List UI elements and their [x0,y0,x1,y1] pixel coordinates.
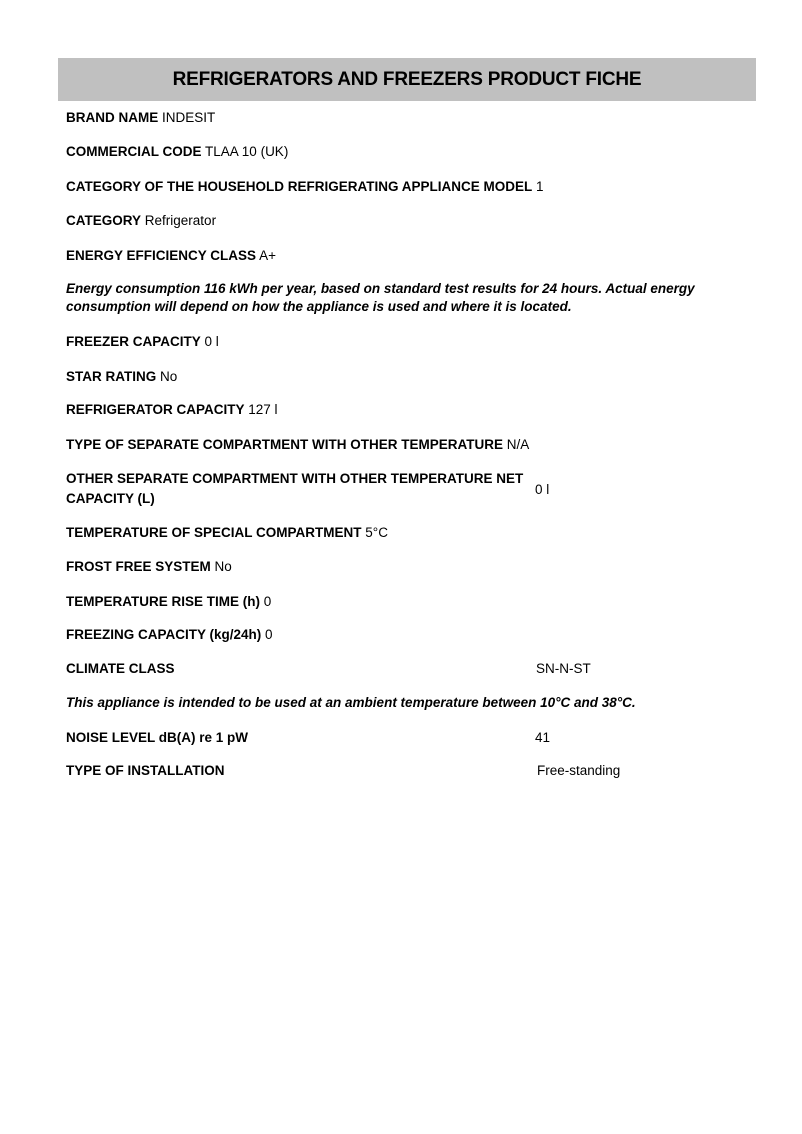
category-model-row [66,178,544,196]
star-rating-label: STAR RATING [66,369,157,384]
energy-consumption-note: Energy consumption 116 kWh per year, based on standard test results for 24 hours. Actual energy consumption will depend on how the appliance is used and where it is located. [66,281,695,314]
noise-level-row [66,729,248,747]
separate-compartment-type-row [66,436,529,454]
energy-class-label: ENERGY EFFICIENCY CLASS [66,248,257,263]
climate-class-label: CLIMATE CLASS [66,661,175,676]
noise-level-label: NOISE LEVEL dB(A) re 1 pW [66,730,249,745]
temp-rise-time-label: TEMPERATURE RISE TIME (h) [66,594,260,609]
separate-compartment-capacity-value: 0 l [535,482,550,497]
climate-class-value: SN-N-ST [536,661,591,676]
commercial-code-row [66,143,288,161]
star-rating-row [66,368,177,386]
installation-type-value: Free-standing [537,763,621,778]
temp-rise-time-value: 0 [263,594,272,609]
category-row [66,212,216,230]
refrigerator-capacity-row [66,401,278,419]
energy-class-value: A+ [259,248,276,263]
brand-name-value: INDESIT [162,110,216,125]
fiche-header [58,58,756,101]
installation-type-label: TYPE OF INSTALLATION [66,763,225,778]
category-model-value: 1 [536,179,544,194]
commercial-code-label: COMMERCIAL CODE [66,144,202,159]
energy-class-row [66,247,276,265]
category-model-label: CATEGORY OF THE HOUSEHOLD REFRIGERATING APPLIANCE MODEL [66,179,533,194]
temp-rise-time-row [66,593,271,611]
commercial-code-value: TLAA 10 (UK) [205,144,289,159]
freezing-capacity-label: FREEZING CAPACITY (kg/24h) [66,627,262,642]
freezer-capacity-label: FREEZER CAPACITY [66,334,201,349]
refrigerator-capacity-label: REFRIGERATOR CAPACITY [66,402,245,417]
freezer-capacity-row [66,333,219,351]
noise-level-value: 41 [535,730,551,745]
ambient-temperature-note: This appliance is intended to be used at an ambient temperature between 10°C and 38°C. [66,695,636,710]
page-title: REFRIGERATORS AND FREEZERS PRODUCT FICHE [172,68,642,90]
brand-name-row [66,109,215,127]
climate-class-row [66,660,175,678]
category-value: Refrigerator [144,213,217,228]
freezing-capacity-value: 0 [265,627,273,642]
star-rating-value: No [160,369,178,384]
freezing-capacity-row [66,626,273,644]
separate-compartment-type-label: TYPE OF SEPARATE COMPARTMENT WITH OTHER TEMPERATURE [66,437,503,452]
separate-compartment-capacity-label: OTHER SEPARATE COMPARTMENT WITH OTHER TEMPERATURE NET CAPACITY (L) [66,471,524,506]
freezer-capacity-value: 0 l [204,334,219,349]
brand-name-label: BRAND NAME [66,110,159,125]
refrigerator-capacity-value: 127 l [248,402,278,417]
special-compartment-temp-row [66,524,388,542]
frost-free-label: FROST FREE SYSTEM [66,559,211,574]
category-label: CATEGORY [66,213,142,228]
separate-compartment-type-value: N/A [506,437,530,452]
special-compartment-temp-value: 5°C [365,525,388,540]
frost-free-value: No [214,559,232,574]
frost-free-row [66,558,232,576]
special-compartment-temp-label: TEMPERATURE OF SPECIAL COMPARTMENT [66,525,362,540]
installation-type-row [66,762,225,780]
